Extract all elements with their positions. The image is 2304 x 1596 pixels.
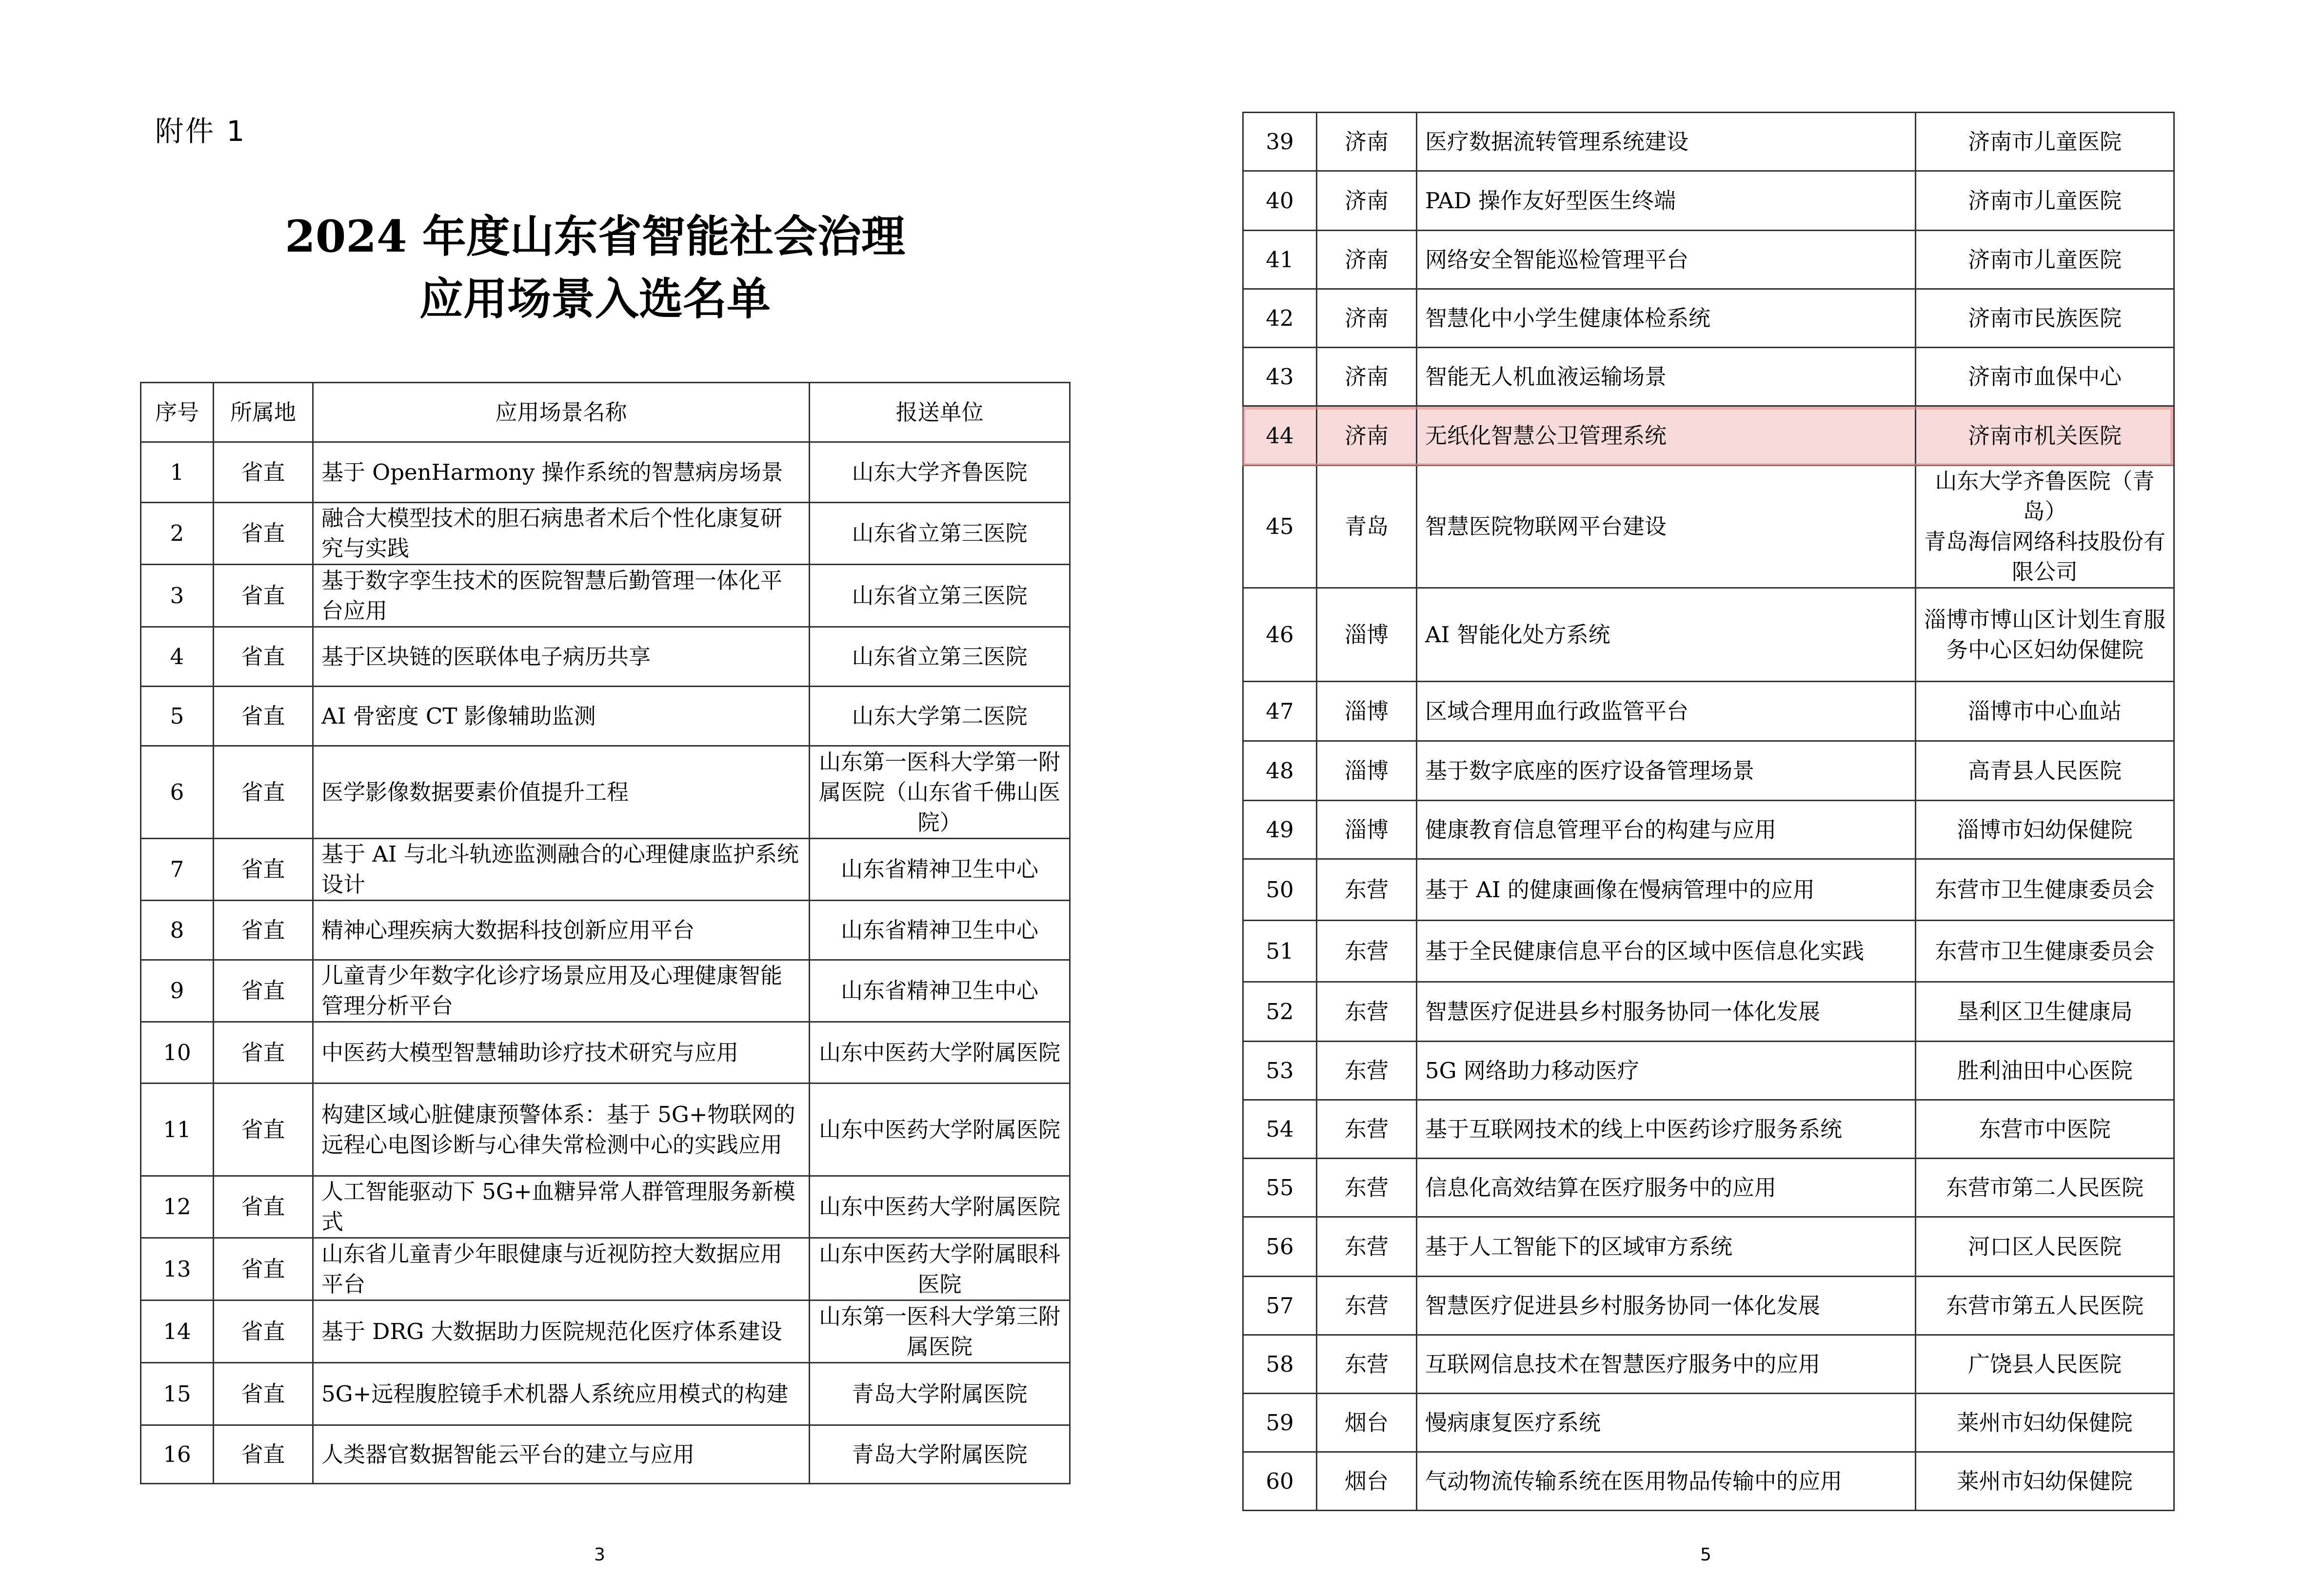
row-region-cell: 济南 xyxy=(1317,231,1417,289)
row-number-cell: 43 xyxy=(1243,348,1317,406)
row-number-cell: 57 xyxy=(1243,1277,1317,1335)
table-row xyxy=(1243,1159,2174,1217)
row-number-cell: 54 xyxy=(1243,1100,1317,1159)
row-unit-cell: 莱州市妇幼保健院 xyxy=(1916,1394,2174,1452)
row-region-cell: 省直 xyxy=(214,746,313,839)
row-number-cell: 14 xyxy=(141,1300,214,1363)
row-region-cell: 淄博 xyxy=(1317,588,1417,682)
header-submitting-unit: 报送单位 xyxy=(810,383,1070,442)
row-number-cell: 10 xyxy=(141,1022,214,1084)
row-scenario-name-cell: 基于数字孪生技术的医院智慧后勤管理一体化平台应用 xyxy=(313,565,810,627)
table-row xyxy=(1243,588,2174,682)
row-region-cell: 省直 xyxy=(214,839,313,901)
row-number-cell: 4 xyxy=(141,627,214,687)
row-scenario-name-cell: 智慧医院物联网平台建设 xyxy=(1417,466,1916,588)
table-row xyxy=(141,687,1070,746)
row-unit-cell: 青岛大学附属医院 xyxy=(810,1363,1070,1425)
row-number-cell: 15 xyxy=(141,1363,214,1425)
row-unit-cell: 山东省立第三医院 xyxy=(810,565,1070,627)
table-row xyxy=(1243,801,2174,859)
row-number-cell: 56 xyxy=(1243,1217,1317,1277)
table-row xyxy=(141,1022,1070,1084)
row-scenario-name-cell: 人工智能驱动下 5G+血糖异常人群管理服务新模式 xyxy=(313,1176,810,1238)
row-number-cell: 3 xyxy=(141,565,214,627)
row-unit-cell: 山东中医药大学附属医院 xyxy=(810,1176,1070,1238)
table-header-row xyxy=(141,383,1070,442)
row-number-cell: 40 xyxy=(1243,171,1317,231)
row-region-cell: 东营 xyxy=(1317,1100,1417,1159)
table-row xyxy=(1243,982,2174,1042)
row-scenario-name-cell: 中医药大模型智慧辅助诊疗技术研究与应用 xyxy=(313,1022,810,1084)
row-region-cell: 东营 xyxy=(1317,982,1417,1042)
row-number-cell: 50 xyxy=(1243,859,1317,921)
row-unit-cell: 东营市卫生健康委员会 xyxy=(1916,921,2174,982)
row-number-cell: 11 xyxy=(141,1084,214,1176)
row-region-cell: 烟台 xyxy=(1317,1452,1417,1511)
row-scenario-name-cell: 信息化高效结算在医疗服务中的应用 xyxy=(1417,1159,1916,1217)
row-region-cell: 省直 xyxy=(214,1363,313,1425)
row-scenario-name-cell: 5G+远程腹腔镜手术机器人系统应用模式的构建 xyxy=(313,1363,810,1425)
row-number-cell: 55 xyxy=(1243,1159,1317,1217)
row-scenario-name-cell: 气动物流传输系统在医用物品传输中的应用 xyxy=(1417,1452,1916,1511)
document-title-line1: 2024 年度山东省智能社会治理 xyxy=(285,211,905,262)
row-scenario-name-cell: 基于人工智能下的区域审方系统 xyxy=(1417,1217,1916,1277)
row-number-cell: 46 xyxy=(1243,588,1317,682)
row-region-cell: 济南 xyxy=(1317,348,1417,406)
row-region-cell: 济南 xyxy=(1317,406,1417,466)
row-region-cell: 济南 xyxy=(1317,171,1417,231)
row-scenario-name-cell: 智能无人机血液运输场景 xyxy=(1417,348,1916,406)
row-region-cell: 东营 xyxy=(1317,1277,1417,1335)
row-unit-cell: 垦利区卫生健康局 xyxy=(1916,982,2174,1042)
row-region-cell: 东营 xyxy=(1317,1042,1417,1100)
row-scenario-name-cell: 基于数字底座的医疗设备管理场景 xyxy=(1417,741,1916,801)
row-unit-cell: 山东省立第三医院 xyxy=(810,627,1070,687)
row-number-cell: 49 xyxy=(1243,801,1317,859)
table-row xyxy=(1243,1042,2174,1100)
row-number-cell: 59 xyxy=(1243,1394,1317,1452)
row-number-cell: 8 xyxy=(141,901,214,960)
row-scenario-name-cell: 5G 网络助力移动医疗 xyxy=(1417,1042,1916,1100)
row-number-cell: 45 xyxy=(1243,466,1317,588)
table-row xyxy=(1243,741,2174,801)
row-unit-cell: 淄博市中心血站 xyxy=(1916,682,2174,741)
row-number-cell: 42 xyxy=(1243,289,1317,348)
row-region-cell: 淄博 xyxy=(1317,741,1417,801)
row-region-cell: 省直 xyxy=(214,1022,313,1084)
row-scenario-name-cell: 山东省儿童青少年眼健康与近视防控大数据应用平台 xyxy=(313,1238,810,1300)
row-region-cell: 省直 xyxy=(214,1084,313,1176)
row-unit-cell: 济南市儿童医院 xyxy=(1916,171,2174,231)
row-unit-cell: 济南市儿童医院 xyxy=(1916,231,2174,289)
row-region-cell: 省直 xyxy=(214,627,313,687)
row-number-cell: 16 xyxy=(141,1425,214,1484)
row-unit-cell: 东营市卫生健康委员会 xyxy=(1916,859,2174,921)
row-scenario-name-cell: 区域合理用血行政监管平台 xyxy=(1417,682,1916,741)
row-scenario-name-cell: 基于全民健康信息平台的区域中医信息化实践 xyxy=(1417,921,1916,982)
table-row xyxy=(141,565,1070,627)
row-region-cell: 省直 xyxy=(214,1176,313,1238)
row-unit-cell: 山东省精神卫生中心 xyxy=(810,839,1070,901)
table-row xyxy=(141,503,1070,565)
table-row xyxy=(141,627,1070,687)
table-row xyxy=(1243,1100,2174,1159)
row-unit-cell: 高青县人民医院 xyxy=(1916,741,2174,801)
header-number: 序号 xyxy=(141,383,214,442)
row-unit-cell: 山东中医药大学附属眼科医院 xyxy=(810,1238,1070,1300)
table-row xyxy=(1243,1394,2174,1452)
table-row xyxy=(1243,1217,2174,1277)
header-region: 所属地 xyxy=(214,383,313,442)
table-row xyxy=(141,746,1070,839)
table-row xyxy=(141,1238,1070,1300)
row-scenario-name-cell: 基于 DRG 大数据助力医院规范化医疗体系建设 xyxy=(313,1300,810,1363)
table-row-highlighted xyxy=(1243,406,2174,466)
page-number-right: 5 xyxy=(1700,1545,1711,1565)
row-scenario-name-cell: 融合大模型技术的胆石病患者术后个性化康复研究与实践 xyxy=(313,503,810,565)
row-scenario-name-cell: 健康教育信息管理平台的构建与应用 xyxy=(1417,801,1916,859)
table-row xyxy=(141,839,1070,901)
table-row xyxy=(1243,231,2174,289)
row-unit-cell: 山东大学齐鲁医院（青岛） 青岛海信网络科技股份有限公司 xyxy=(1916,466,2174,588)
row-region-cell: 省直 xyxy=(214,1238,313,1300)
row-unit-cell: 青岛大学附属医院 xyxy=(810,1425,1070,1484)
row-unit-cell: 山东中医药大学附属医院 xyxy=(810,1022,1070,1084)
row-unit-cell: 山东中医药大学附属医院 xyxy=(810,1084,1070,1176)
row-scenario-name-cell: 慢病康复医疗系统 xyxy=(1417,1394,1916,1452)
table-row xyxy=(1243,1335,2174,1394)
row-unit-cell: 东营市第五人民医院 xyxy=(1916,1277,2174,1335)
row-region-cell: 省直 xyxy=(214,503,313,565)
row-scenario-name-cell: AI 智能化处方系统 xyxy=(1417,588,1916,682)
row-scenario-name-cell: 医学影像数据要素价值提升工程 xyxy=(313,746,810,839)
row-number-cell: 5 xyxy=(141,687,214,746)
row-region-cell: 东营 xyxy=(1317,1335,1417,1394)
row-unit-cell: 山东大学齐鲁医院 xyxy=(810,442,1070,503)
row-number-cell: 13 xyxy=(141,1238,214,1300)
table-row xyxy=(1243,1277,2174,1335)
row-unit-cell: 济南市儿童医院 xyxy=(1916,113,2174,171)
row-region-cell: 东营 xyxy=(1317,1217,1417,1277)
table-row xyxy=(141,901,1070,960)
row-unit-cell: 东营市第二人民医院 xyxy=(1916,1159,2174,1217)
row-number-cell: 7 xyxy=(141,839,214,901)
row-number-cell: 53 xyxy=(1243,1042,1317,1100)
row-scenario-name-cell: 儿童青少年数字化诊疗场景应用及心理健康智能管理分析平台 xyxy=(313,960,810,1022)
row-unit-cell: 莱州市妇幼保健院 xyxy=(1916,1452,2174,1511)
table-row xyxy=(1243,289,2174,348)
table-row xyxy=(141,442,1070,503)
row-number-cell: 41 xyxy=(1243,231,1317,289)
row-scenario-name-cell: 无纸化智慧公卫管理系统 xyxy=(1417,406,1916,466)
row-number-cell: 39 xyxy=(1243,113,1317,171)
row-unit-cell: 山东省精神卫生中心 xyxy=(810,960,1070,1022)
row-unit-cell: 广饶县人民医院 xyxy=(1916,1335,2174,1394)
row-unit-cell: 山东省立第三医院 xyxy=(810,503,1070,565)
row-number-cell: 52 xyxy=(1243,982,1317,1042)
row-scenario-name-cell: 智慧医疗促进县乡村服务协同一体化发展 xyxy=(1417,1277,1916,1335)
table-row xyxy=(141,1176,1070,1238)
row-unit-cell: 淄博市妇幼保健院 xyxy=(1916,801,2174,859)
attachment-label: 附件 1 xyxy=(155,115,247,148)
row-scenario-name-cell: 基于 AI 与北斗轨迹监测融合的心理健康监护系统设计 xyxy=(313,839,810,901)
row-scenario-name-cell: 构建区域心脏健康预警体系：基于 5G+物联网的远程心电图诊断与心律失常检测中心的实践应用 xyxy=(313,1084,810,1176)
row-number-cell: 1 xyxy=(141,442,214,503)
row-region-cell: 省直 xyxy=(214,960,313,1022)
table-row xyxy=(1243,348,2174,406)
table-row xyxy=(1243,1452,2174,1511)
table-row xyxy=(1243,921,2174,982)
table-row xyxy=(141,1300,1070,1363)
row-scenario-name-cell: PAD 操作友好型医生终端 xyxy=(1417,171,1916,231)
row-unit-cell: 淄博市博山区计划生育服务中心区妇幼保健院 xyxy=(1916,588,2174,682)
table-row xyxy=(1243,113,2174,171)
selection-table-right xyxy=(1242,112,2175,1511)
row-unit-cell: 济南市民族医院 xyxy=(1916,289,2174,348)
row-number-cell: 47 xyxy=(1243,682,1317,741)
row-scenario-name-cell: 基于 AI 的健康画像在慢病管理中的应用 xyxy=(1417,859,1916,921)
row-unit-cell: 山东大学第二医院 xyxy=(810,687,1070,746)
row-number-cell: 6 xyxy=(141,746,214,839)
table-row xyxy=(141,960,1070,1022)
row-number-cell: 60 xyxy=(1243,1452,1317,1511)
row-region-cell: 省直 xyxy=(214,442,313,503)
row-scenario-name-cell: AI 骨密度 CT 影像辅助监测 xyxy=(313,687,810,746)
row-scenario-name-cell: 基于 OpenHarmony 操作系统的智慧病房场景 xyxy=(313,442,810,503)
table-row xyxy=(1243,682,2174,741)
selection-table-left xyxy=(140,382,1071,1484)
row-scenario-name-cell: 互联网信息技术在智慧医疗服务中的应用 xyxy=(1417,1335,1916,1394)
row-unit-cell: 济南市机关医院 xyxy=(1916,406,2174,466)
table-row xyxy=(1243,466,2174,588)
row-scenario-name-cell: 网络安全智能巡检管理平台 xyxy=(1417,231,1916,289)
table-row xyxy=(141,1425,1070,1484)
row-region-cell: 省直 xyxy=(214,687,313,746)
row-scenario-name-cell: 人类器官数据智能云平台的建立与应用 xyxy=(313,1425,810,1484)
row-scenario-name-cell: 智慧化中小学生健康体检系统 xyxy=(1417,289,1916,348)
row-unit-cell: 胜利油田中心医院 xyxy=(1916,1042,2174,1100)
row-number-cell: 58 xyxy=(1243,1335,1317,1394)
row-region-cell: 东营 xyxy=(1317,859,1417,921)
row-region-cell: 济南 xyxy=(1317,289,1417,348)
row-number-cell: 12 xyxy=(141,1176,214,1238)
row-unit-cell: 济南市血保中心 xyxy=(1916,348,2174,406)
row-region-cell: 东营 xyxy=(1317,1159,1417,1217)
row-scenario-name-cell: 基于互联网技术的线上中医药诊疗服务系统 xyxy=(1417,1100,1916,1159)
row-region-cell: 省直 xyxy=(214,1425,313,1484)
header-scenario-name: 应用场景名称 xyxy=(313,383,810,442)
row-number-cell: 2 xyxy=(141,503,214,565)
row-region-cell: 东营 xyxy=(1317,921,1417,982)
table-row xyxy=(1243,171,2174,231)
row-scenario-name-cell: 基于区块链的医联体电子病历共享 xyxy=(313,627,810,687)
row-region-cell: 济南 xyxy=(1317,113,1417,171)
row-scenario-name-cell: 医疗数据流转管理系统建设 xyxy=(1417,113,1916,171)
document-title-line2: 应用场景入选名单 xyxy=(419,273,771,325)
row-number-cell: 48 xyxy=(1243,741,1317,801)
row-region-cell: 淄博 xyxy=(1317,682,1417,741)
row-number-cell: 9 xyxy=(141,960,214,1022)
row-region-cell: 青岛 xyxy=(1317,466,1417,588)
row-unit-cell: 山东第一医科大学第三附属医院 xyxy=(810,1300,1070,1363)
row-number-cell: 51 xyxy=(1243,921,1317,982)
row-number-cell: 44 xyxy=(1243,406,1317,466)
row-scenario-name-cell: 精神心理疾病大数据科技创新应用平台 xyxy=(313,901,810,960)
table-row xyxy=(1243,859,2174,921)
row-unit-cell: 山东第一医科大学第一附属医院（山东省千佛山医院） xyxy=(810,746,1070,839)
table-row xyxy=(141,1084,1070,1176)
row-region-cell: 淄博 xyxy=(1317,801,1417,859)
row-region-cell: 省直 xyxy=(214,565,313,627)
page-number-left: 3 xyxy=(594,1545,605,1565)
row-region-cell: 烟台 xyxy=(1317,1394,1417,1452)
table-row xyxy=(141,1363,1070,1425)
row-region-cell: 省直 xyxy=(214,1300,313,1363)
row-unit-cell: 东营市中医院 xyxy=(1916,1100,2174,1159)
row-region-cell: 省直 xyxy=(214,901,313,960)
row-scenario-name-cell: 智慧医疗促进县乡村服务协同一体化发展 xyxy=(1417,982,1916,1042)
row-unit-cell: 河口区人民医院 xyxy=(1916,1217,2174,1277)
row-unit-cell: 山东省精神卫生中心 xyxy=(810,901,1070,960)
